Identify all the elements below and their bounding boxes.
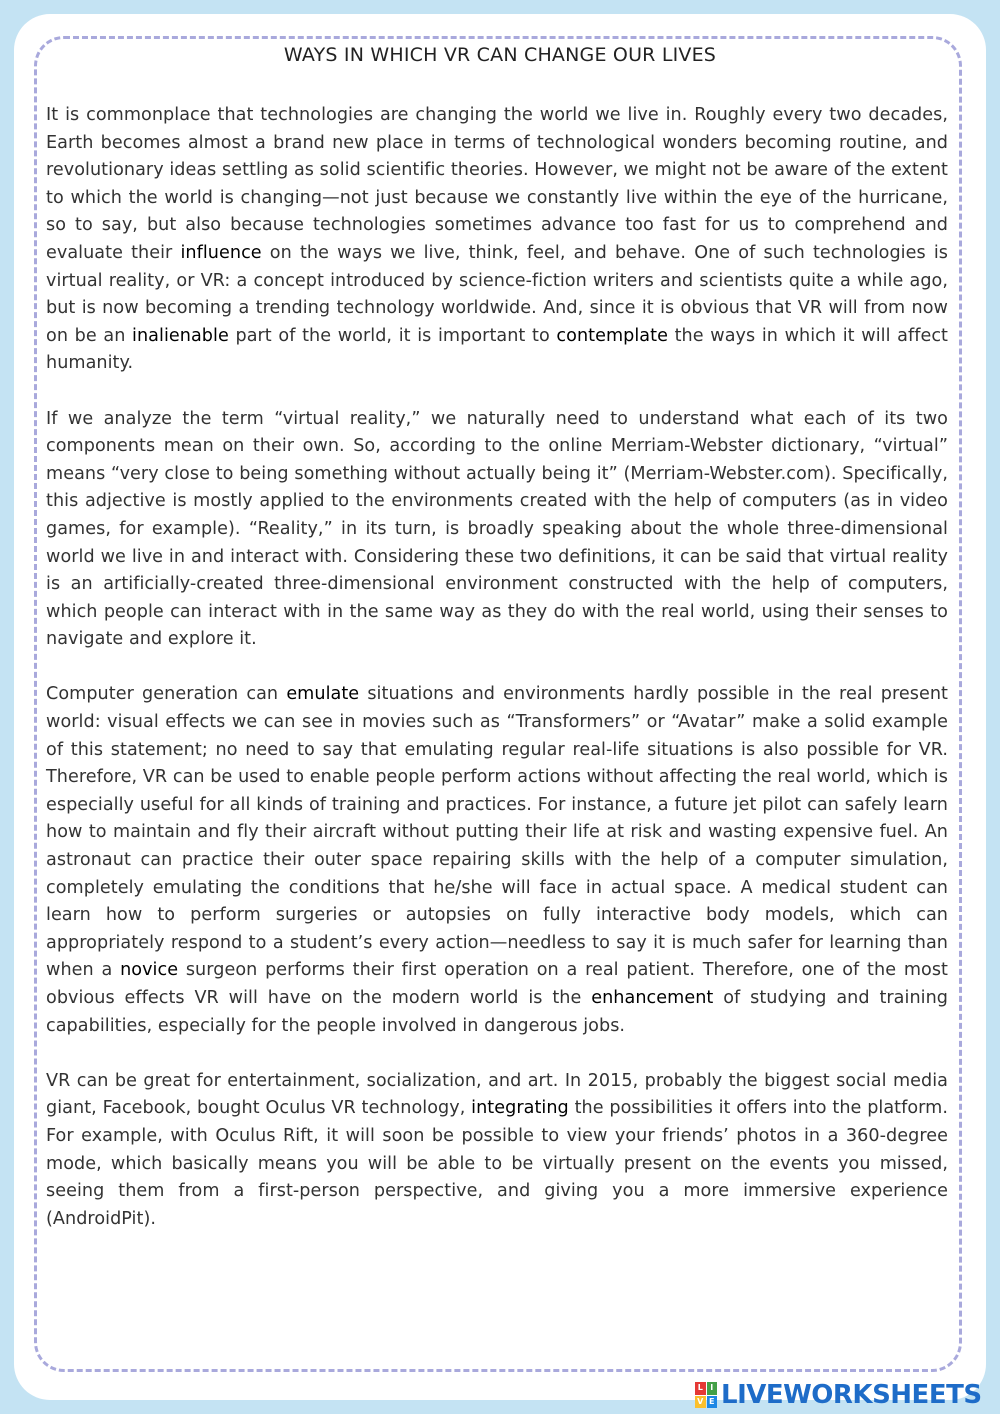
paragraph bbox=[46, 102, 948, 378]
vocabulary-word: contemplate bbox=[556, 325, 668, 346]
text-run: part of the world, it is important to bbox=[228, 325, 557, 346]
vocabulary-word: novice bbox=[120, 960, 179, 981]
vocabulary-word: inalienable bbox=[132, 325, 229, 346]
liveworksheets-logo bbox=[695, 1378, 982, 1412]
text-run: situations and environments hardly possible in the real present world: visual effects we can see in movies such as “Transformers” or “Avatar” make a solid example of this statement; no need to say that emulating regular real-life situations is also possible for VR. Therefore, VR can be used to enable people perform actions without affecting the real world, which is especially useful for all kinds of training and practices. For instance, a future jet pilot can safely learn how to maintain and fly their aircraft without putting their life at risk and wasting expensive fuel. An astronaut can practice their outer space repairing skills with the help of a computer simulation, completely emulating the conditions that he/she will face in actual space. A medical student can learn how to perform surgeries or autopsies on fully interactive body models, which can appropriately respond to a student’s every action—needless to say it is much safer for learning than when a bbox=[46, 684, 948, 981]
text-run: VR can be great for entertainment, socialization, and art. In 2015, probably the biggest social media giant, Facebook, bought Oculus VR technology, bbox=[46, 1070, 948, 1119]
paragraph bbox=[46, 406, 948, 654]
document-title: WAYS IN WHICH VR CAN CHANGE OUR LIVES bbox=[283, 44, 717, 66]
document-body bbox=[46, 102, 948, 1261]
logo-letter: I bbox=[707, 1382, 718, 1395]
vocabulary-word: enhancement bbox=[591, 988, 714, 1008]
text-run: of studying and training capabilities, especially for the people involved in dangerous jobs. bbox=[46, 988, 949, 1036]
text-run: surgeon performs their first operation on a real patient. Therefore, one of the most obvious effects VR will have on the modern world is the bbox=[46, 960, 948, 1008]
vocabulary-word: integrating bbox=[471, 1098, 569, 1119]
vocabulary-word: emulate bbox=[286, 684, 360, 705]
logo-letter: E bbox=[707, 1396, 718, 1409]
text-run: Computer generation can bbox=[46, 684, 287, 705]
worksheet-page bbox=[14, 14, 986, 1400]
text-run: the possibilities it offers into the platform. For example, with Oculus Rift, it will soon be possible to view your friends’ photos in a 360-degree mode, which basically means you will be able to be virtually present on the events you missed, seeing them from a first-person perspective, and giving you a more immersive experience (AndroidPit). bbox=[46, 1098, 948, 1229]
logo-letter: L bbox=[695, 1382, 706, 1395]
text-run: It is commonplace that technologies are changing the world we live in. Roughly every two decades, Earth becomes almost a brand new place in terms of technological wonders becoming routine, and revolutionary ideas settling as solid scientific theories. However, we might not be aware of the extent to which the world is changing—not just because we constantly live within the eye of the hurricane, so to say, but also because technologies sometimes advance too fast for us to comprehend and evaluate their bbox=[46, 105, 948, 263]
text-run: If we analyze the term “virtual reality,” we naturally need to understand what each of its two components mean on their own. So, according to the online Merriam-Webster dictionary, “virtual” means “very close to being something without actually being it” (Merriam-Webster.com). Specifically, this adjective is mostly applied to the environments created with the help of computers (as in video games, for example). “Reality,” in its turn, is broadly speaking about the whole three-dimensional world we live in and interact with. Considering these two definitions, it can be said that virtual reality is an artificially-created three-dimensional environment constructed with the help of computers, which people can interact with in the same way as they do with the real world, using their senses to navigate and explore it. bbox=[46, 408, 948, 650]
paragraph bbox=[46, 681, 948, 1040]
text-run: the ways in which it will affect humanity. bbox=[46, 325, 949, 374]
logo-letter: V bbox=[695, 1396, 706, 1409]
paragraph bbox=[46, 1068, 948, 1234]
text-run: on the ways we live, think, feel, and behave. One of such technologies is virtual reality, or VR: a concept introduced by science-fiction writers and scientists quite a while ago, but is now becoming a trending technology worldwide. And, since it is obvious that VR will from now on be an bbox=[46, 242, 948, 346]
logo-icon bbox=[695, 1382, 717, 1408]
logo-text: LIVEWORKSHEETS bbox=[721, 1380, 982, 1410]
vocabulary-word: influence bbox=[180, 242, 262, 263]
